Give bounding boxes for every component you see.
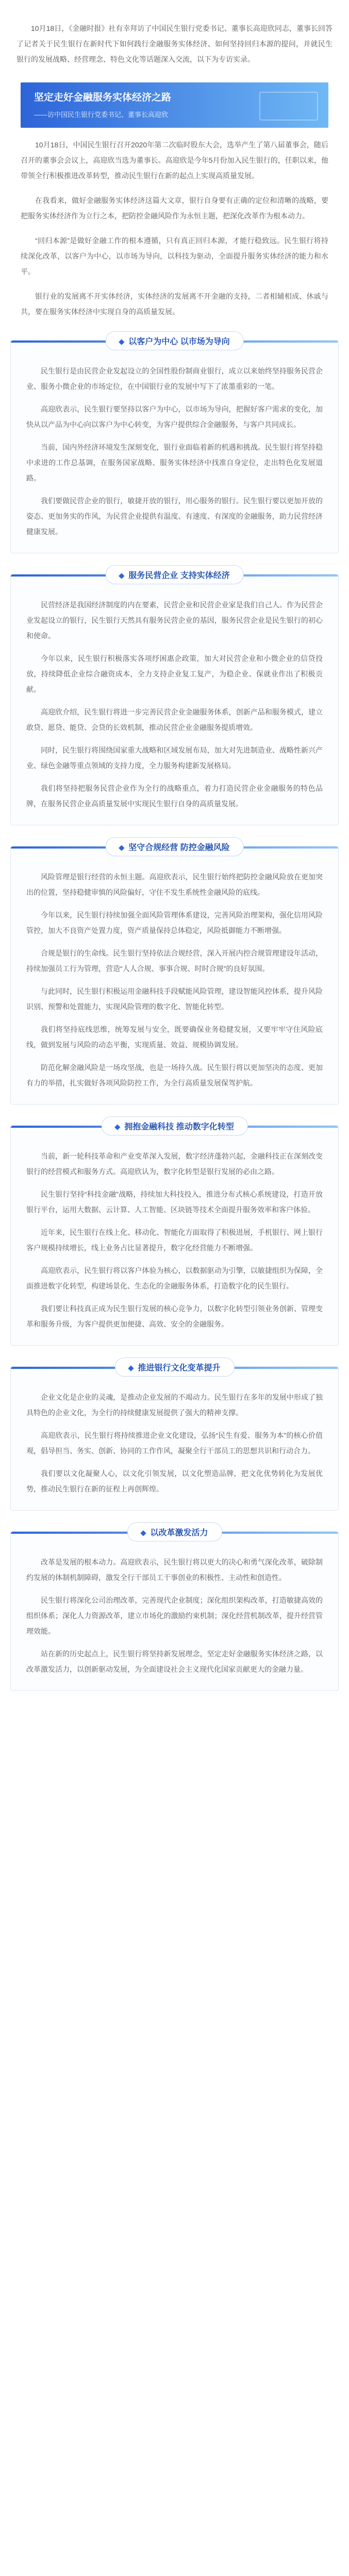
section-6 bbox=[10, 1531, 339, 1691]
section-paragraph: 当前，国内外经济环境发生深刻变化，银行业面临着新的机遇和挑战。民生银行将坚持稳中求进的工作总基调，在服务国家战略、服务实体经济中找准自身定位，走出特色化发展道路。 bbox=[26, 443, 323, 482]
lead-paragraph: 在我看来，做好金融服务实体经济这篇大文章，银行自身要有正确的定位和清晰的战略，要把服务实体经济作为立行之本，把防控金融风险作为永恒主题，把深化改革作为根本动力。 bbox=[21, 196, 328, 220]
diamond-icon bbox=[128, 1365, 134, 1371]
section-paragraph: 今年以来，民生银行积极落实各项纾困惠企政策，加大对民营企业和小微企业的信贷投放，持续降低企业综合融资成本，全力支持企业复工复产，为稳企业、保就业作出了积极贡献。 bbox=[26, 654, 323, 693]
lead-paragraph: “回归本源”是做好金融工作的根本遵循，只有真正回归本源，才能行稳致远。民生银行将持续深化改革，以客户为中心，以市场为导向，以科技为驱动，全面提升服务实体经济的能力和水平。 bbox=[21, 236, 328, 276]
section-1 bbox=[10, 337, 339, 553]
banner-title: 坚定走好金融服务实体经济之路 bbox=[34, 92, 172, 103]
section-paragraph: 今年以来，民生银行持续加强全面风险管理体系建设，完善风险治理架构，强化信用风险管控，加大不良资产处置力度，资产质量保持总体稳定，风险抵御能力不断增强。 bbox=[26, 911, 323, 935]
section-paragraph: 我们要以文化凝聚人心，以文化引领发展，以文化塑造品牌，把文化优势转化为发展优势，推动民生银行在新的征程上再创辉煌。 bbox=[26, 1469, 323, 1493]
section-title bbox=[114, 1358, 234, 1377]
section-paragraph: 民生银行是由民营企业发起设立的全国性股份制商业银行，成立以来始终坚持服务民营企业、服务小微企业的市场定位，在中国银行业的发展中写下了浓墨重彩的一笔。 bbox=[26, 367, 323, 391]
section-title bbox=[127, 1522, 222, 1541]
section-paragraph: 民营经济是我国经济制度的内在要素，民营企业和民营企业家是我们自己人。作为民营企业发起设立的银行，民生银行天然具有服务民营企业的基因，服务民营企业是民生银行的初心和使命。 bbox=[26, 601, 323, 640]
section-paragraph: 防范化解金融风险是一场攻坚战，也是一场持久战。民生银行将以更加坚决的态度、更加有力的举措，扎实做好各项风险防控工作，为全行高质量发展保驾护航。 bbox=[26, 1063, 323, 1087]
section-paragraph: 近年来，民生银行在线上化、移动化、智能化方面取得了积极进展，手机银行、网上银行客户规模持续增长，线上业务占比显著提升，数字化经营能力不断增强。 bbox=[26, 1228, 323, 1252]
section-paragraph: 民生银行将深化公司治理改革，完善现代企业制度；深化组织架构改革，打造敏捷高效的组织体系；深化人力资源改革，建立市场化的激励约束机制；深化经营机制改革，提升经营管理效能。 bbox=[26, 1596, 323, 1635]
section-paragraph: 高迎欣表示，民生银行将持续推进企业文化建设，弘扬“民生有爱、服务为本”的核心价值观，倡导担当、务实、创新、协同的工作作风，凝聚全行干部员工的思想共识和行动合力。 bbox=[26, 1431, 323, 1455]
article-page bbox=[0, 7, 349, 2576]
section-3 bbox=[10, 843, 339, 1105]
section-paragraph: 我们要做民营企业的银行，敏捷开放的银行，用心服务的银行。民生银行要以更加开放的姿态、更加务实的作风，为民营企业提供有温度、有速度、有深度的金融服务，助力民营经济健康发展。 bbox=[26, 497, 323, 536]
section-4 bbox=[10, 1125, 339, 1346]
section-paragraph: 高迎欣表示，民生银行要坚持以客户为中心，以市场为导向，把握好客户需求的变化，加快从以产品为中心向以客户为中心转变，为客户提供综合金融服务，与客户共同成长。 bbox=[26, 405, 323, 429]
diamond-icon bbox=[119, 339, 124, 345]
section-title-text: 拥抱金融科技 推动数字化转型 bbox=[124, 1123, 234, 1131]
section-paragraph: 企业文化是企业的灵魂，是推动企业发展的不竭动力。民生银行在多年的发展中形成了独具特色的企业文化，为全行的持续健康发展提供了强大的精神支撑。 bbox=[26, 1393, 323, 1417]
section-paragraph: 当前，新一轮科技革命和产业变革深入发展，数字经济蓬勃兴起，金融科技正在深刻改变银行的经营模式和服务方式。高迎欣认为，数字化转型是银行发展的必由之路。 bbox=[26, 1152, 323, 1176]
diamond-icon bbox=[119, 845, 124, 851]
section-paragraph: 我们将坚持底线思维，统筹发展与安全，既要确保业务稳健发展，又要牢牢守住风险底线，做到发展与风险的动态平衡，实现质量、效益、规模协调发展。 bbox=[26, 1025, 323, 1049]
section-title-text: 服务民营企业 支持实体经济 bbox=[128, 571, 230, 580]
section-title bbox=[105, 331, 243, 350]
section-title bbox=[105, 565, 243, 584]
section-paragraph: 风险管理是银行经营的永恒主题。高迎欣表示，民生银行始终把防控金融风险放在更加突出的位置，坚持稳健审慎的风险偏好，守住不发生系统性金融风险的底线。 bbox=[26, 873, 323, 896]
section-paragraph: 合规是银行的生命线。民生银行坚持依法合规经营，深入开展内控合规管理建设年活动，持续加强员工行为管理，营造“人人合规、事事合规、时时合规”的良好氛围。 bbox=[26, 949, 323, 973]
section-title bbox=[101, 1116, 247, 1136]
banner-subtitle-text: ——访中国民生银行党委书记、董事长高迎欣 bbox=[34, 111, 169, 118]
lead-paragraph: 10月18日，中国民生银行召开2020年第二次临时股东大会，选举产生了第八届董事会，随后召开的董事会会议上，高迎欣当选为董事长。高迎欣是今年5月份加入民生银行的，任职以来，他带领全行积极推进改革转型，推动民生银行在新的起点上实现高质量发展。 bbox=[21, 141, 328, 180]
article-banner bbox=[21, 82, 328, 128]
section-title-text: 推进银行文化变革提升 bbox=[138, 1364, 221, 1372]
diamond-icon bbox=[119, 573, 124, 579]
section-paragraph: 我们要让科技真正成为民生银行发展的核心竞争力，以数字化转型引领业务创新、管理变革和服务升级，为客户提供更加便捷、高效、安全的金融服务。 bbox=[26, 1304, 323, 1328]
article-intro: 10月18日，《金融时报》社有幸拜访了中国民生银行党委书记、董事长高迎欣同志，董事长回答了记者关于民生银行在新时代下如何践行金融服务实体经济、如何坚持回归本源的提问，并就民生银行的发展战略、经营理念、特色文化等话题深入交流，以下为专访实录。 bbox=[16, 24, 333, 63]
section-title-text: 坚守合规经营 防控金融风险 bbox=[128, 843, 230, 852]
diamond-icon bbox=[140, 1530, 146, 1536]
section-paragraph: 高迎欣介绍，民生银行将进一步完善民营企业金融服务体系，创新产品和服务模式，建立敢贷、愿贷、能贷、会贷的长效机制，推动民营企业金融服务提质增效。 bbox=[26, 708, 323, 732]
section-paragraph: 高迎欣表示，民生银行将以客户体验为核心，以数据驱动为引擎，以敏捷组织为保障，全面推进数字化转型，构建场景化、生态化的金融服务体系，打造数字化的民生银行。 bbox=[26, 1266, 323, 1290]
section-paragraph: 与此同时，民生银行积极运用金融科技手段赋能风险管理，建设智能风控体系，提升风险识别、预警和处置能力，实现风险管理的数字化、智能化转型。 bbox=[26, 987, 323, 1011]
banner-subtitle bbox=[34, 109, 168, 119]
section-paragraph: 站在新的历史起点上，民生银行将坚持新发展理念，坚定走好金融服务实体经济之路，以改革激发活力，以创新驱动发展，为全面建设社会主义现代化国家贡献更大的金融力量。 bbox=[26, 1650, 323, 1673]
diamond-icon bbox=[114, 1124, 120, 1130]
section-paragraph: 我们将坚持把服务民营企业作为全行的战略重点，着力打造民营企业金融服务的特色品牌，在服务民营企业高质量发展中实现民生银行自身的高质量发展。 bbox=[26, 784, 323, 808]
section-title bbox=[105, 837, 243, 856]
section-2 bbox=[10, 571, 339, 825]
section-title-text: 以客户为中心 以市场为导向 bbox=[128, 337, 230, 346]
lead-paragraph: 银行业的发展离不开实体经济，实体经济的发展离不开金融的支持，二者相辅相成、休戚与共，要在服务实体经济中实现自身的高质量发展。 bbox=[21, 292, 328, 316]
section-paragraph: 民生银行坚持“科技金融”战略，持续加大科技投入，推进分布式核心系统建设，打造开放银行平台，运用大数据、云计算、人工智能、区块链等技术全面提升服务效率和客户体验。 bbox=[26, 1190, 323, 1214]
section-paragraph: 同时，民生银行将围绕国家重大战略和区域发展布局，加大对先进制造业、战略性新兴产业、绿色金融等重点领域的支持力度，全力服务构建新发展格局。 bbox=[26, 746, 323, 770]
section-title-text: 以改革激发活力 bbox=[150, 1529, 208, 1537]
section-5 bbox=[10, 1366, 339, 1511]
section-paragraph: 改革是发展的根本动力。高迎欣表示，民生银行将以更大的决心和勇气深化改革，破除制约发展的体制机制障碍，激发全行干部员工干事创业的积极性、主动性和创造性。 bbox=[26, 1558, 323, 1582]
